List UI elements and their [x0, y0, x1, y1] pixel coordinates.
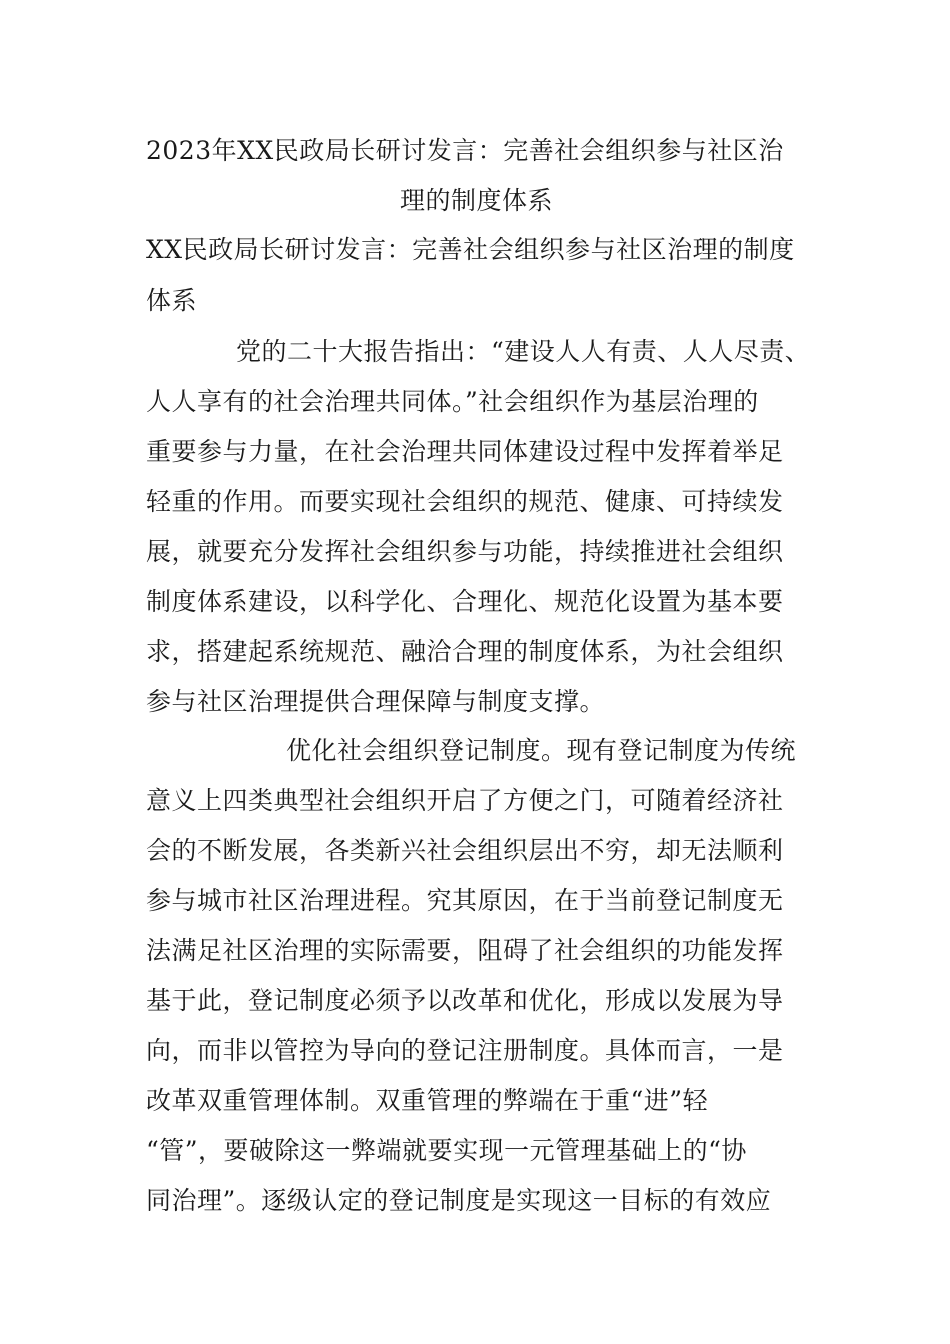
paragraph-line: 基于此，登记制度必须予以改革和优化，形成以发展为导 [146, 986, 784, 1015]
paragraph-line: 求，搭建起系统规范、融洽合理的制度体系，为社会组织 [146, 637, 784, 666]
paragraph-line: 参与社区治理提供合理保障与制度支撑。 [146, 687, 606, 716]
paragraph-line: “管”，要破除这一弊端就要实现一元管理基础上的“协 [146, 1136, 747, 1165]
paragraph-line: 重要参与力量，在社会治理共同体建设过程中发挥着举足 [146, 437, 784, 466]
paragraph-line: 会的不断发展，各类新兴社会组织层出不穷，却无法顺利 [146, 836, 784, 865]
paragraph-line: 同治理”。逐级认定的登记制度是实现这一目标的有效应 [146, 1186, 772, 1215]
paragraph-line: 轻重的作用。而要实现社会组织的规范、健康、可持续发 [146, 487, 784, 516]
title-line-1: 2023年XX民政局长研讨发言：完善社会组织参与社区治 [146, 136, 784, 165]
title-line-2: 理的制度体系 [400, 186, 554, 215]
paragraph-line: 党的二十大报告指出：“建设人人有责、人人尽责、 [236, 337, 811, 366]
paragraph-line: 改革双重管理体制。双重管理的弊端在于重“进”轻 [146, 1086, 709, 1115]
paragraph-line: 制度体系建设，以科学化、合理化、规范化设置为基本要 [146, 587, 784, 616]
paragraph-line: 法满足社区治理的实际需要，阻碍了社会组织的功能发挥 [146, 936, 784, 965]
subtitle-line-1: XX民政局长研讨发言：完善社会组织参与社区治理的制度 [146, 235, 795, 264]
paragraph-line: 展，就要充分发挥社会组织参与功能，持续推进社会组织 [146, 537, 784, 566]
subtitle-line-2: 体系 [146, 286, 198, 315]
paragraph-line: 参与城市社区治理进程。究其原因，在于当前登记制度无 [146, 886, 784, 915]
paragraph-line: 人人享有的社会治理共同体。”社会组织作为基层治理的 [146, 387, 759, 416]
paragraph-line: 优化社会组织登记制度。现有登记制度为传统 [286, 736, 797, 765]
paragraph-line: 向，而非以管控为导向的登记注册制度。具体而言，一是 [146, 1036, 784, 1065]
paragraph-line: 意义上四类典型社会组织开启了方便之门，可随着经济社 [146, 786, 784, 815]
